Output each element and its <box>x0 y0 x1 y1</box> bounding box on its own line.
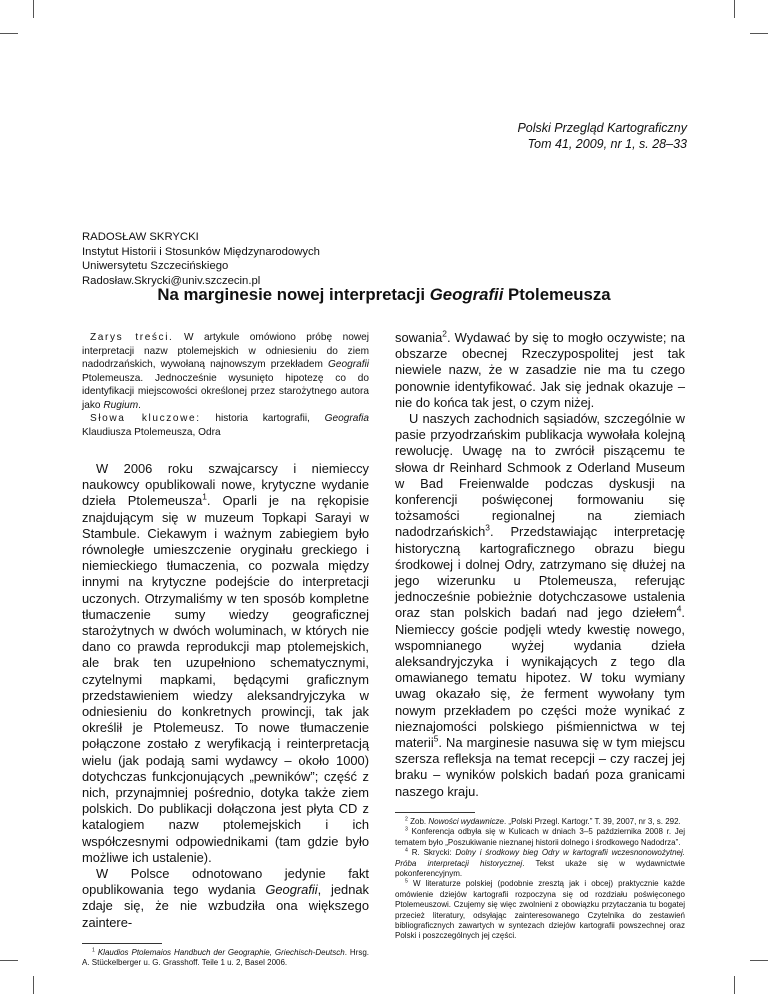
title-text-end: Ptolemeusza <box>503 285 611 304</box>
title-italic: Geografii <box>429 285 504 304</box>
author-email: Radosław.Skrycki@univ.szczecin.pl <box>82 274 261 287</box>
abstract: Zarys treści. W artykule omówiono próbę nowej interpretacji nazw ptolemejskich w odniesieniu do ziem nadodrzańskich, wywołaną najnowszym przekładem Geografii Ptolemeusza. Jednocześnie wysunięto hipotezę co do identyfikacji miejscowości określonej przez starożytnego autora jako Rugium. Słowa kluczowe: historia kartografii, Geografia Klaudiusza Ptolemeusza, Odra <box>82 332 369 438</box>
footnote-ref: 2 <box>442 328 447 339</box>
footnote: $^1$ Klaudios Ptolemaios Handbuch der Geographie, Griechisch-Deutsch. Hrsg. A. Stückelberger u. G. Grasshoff. Teile 1 u. 2, Basel 2006. <box>82 947 369 968</box>
footnote-ref: 3 <box>485 523 490 534</box>
crop-mark <box>0 960 18 961</box>
paragraph: W Polsce odnotowano jedynie fakt opublikowania tego wydania Geografii, jednak zdaje się, że nie wzbudziła ona większego zaintere- <box>82 866 369 930</box>
footnote-rule <box>82 943 162 944</box>
journal-citation: Tom 41, 2009, nr 1, s. 28–33 <box>527 137 687 151</box>
crop-mark <box>33 976 34 994</box>
crop-mark <box>734 0 735 18</box>
journal-header <box>517 120 687 152</box>
footnote: $^5$ W literaturze polskiej (podobnie zresztą jak i obcej) praktycznie każde omówienie dziejów kartografii rozpoczyna się od rozdziału poświęconego Ptolemeuszowi. Czujemy się więc zwolnieni z obowiązku przytaczania tu bogatej przecież literatury, odsyłając zainteresowanego Czytelnika do zestawień bibliograficznych zawartych w syntezach dziejów kartografii powszechnej oraz Polski i poszczególnych jej części. <box>395 878 685 941</box>
footnotes-right <box>395 817 685 942</box>
journal-name: Polski Przegląd Kartograficzny <box>517 121 687 135</box>
paragraph: U naszych zachodnich sąsiadów, szczególnie w pasie przyodrzańskim publikacja wywołała kolejną rewolucję. Uwagę na to zwrócił piszącemu te słowa dr Reinhard Schmook z Oderland Museum w Bad Freienwalde podczas dyskusji na konferencji poświęconej formowaniu się tożsamości regionalnej na ziemiach nadodrzańskich$^3$. Przedstawiając interpretację historyczną kartograficznego obrazu biegu środkowej i dolnej Odry, zatrzymano się dłużej na jego wizerunku u Ptolemeusza, referując jednocześnie pobieżnie dotychczasowe ustalenia oraz stan polskich badań nad jego dziełem$^4$. Niemieccy goście podjęli wtedy kwestię nowego, wspomnianego wyżej wydania dzieła aleksandryjczyka i wynikających z tego dla omawianego tematu hipotez. W toku wymiany uwag okazało się, że ferment wywołany tym nowym przekładem po części może wynikać z nieznajomości polskiego piśmiennictwa w tej materii$^5$. Na marginesie nasuwa się w tym miejscu szersza refleksja na temat recepcji – czy raczej jej braku – wyników polskich badań poza granicami naszego kraju. <box>395 411 685 799</box>
keywords-label: Słowa kluczowe: <box>90 413 201 424</box>
author-block <box>82 230 320 288</box>
body-text-left <box>82 461 369 931</box>
abstract-label: Zarys treści. <box>90 332 174 343</box>
paragraph: W 2006 roku szwajcarscy i niemieccy naukowcy opublikowali nowe, krytyczne wydanie dzieła Ptolemeusza$^1$. Oparli je na rękopisie znajdującym się w muzeum Topkapi Sarayi w Stambule. Ciekawym i ważnym zabiegiem było równoległe umieszczenie oryginału greckiego i niemieckiego tłumaczenia, co pozwala między innymi na krytyczne podejście do interpretacji uczonych. Otrzymaliśmy w ten sposób kompletne tłumaczenie sumy wiedzy geograficznej starożytnych w dwóch woluminach, w których nie dano co prawda reprodukcji map ptolemejskich, ale brak ten uzupełniono schematycznymi, czytelnymi mapkami, będącymi graficznym przedstawieniem wiedzy aleksandryjczyka w odniesieniu do konkretnych prowincji, tak jak określił je Ptolemeusz. To nowe tłumaczenie połączone zostało z weryfikacją i reinterpretacją wielu (jak podają sami wydawcy – około 1000) dotychczas funkcjonujących „pewników”; część z nich, przynajmniej pośrednio, dotyka także ziem polskich. Do publikacji dołączona jest płyta CD z katalogiem nazw ptolemejskich i ich współczesnymi odpowiednikami (tam gdzie było możliwe ich ustalenie). <box>82 461 369 865</box>
footnotes-left <box>82 948 369 969</box>
author-name: RADOSŁAW SKRYCKI <box>82 231 199 243</box>
author-university: Uniwersytetu Szczecińskiego <box>82 260 229 272</box>
footnote-ref: 4 <box>676 604 682 615</box>
left-column <box>82 331 369 969</box>
crop-mark <box>750 960 768 961</box>
footnote-ref: 5 <box>433 733 439 744</box>
crop-mark <box>33 0 34 18</box>
footnote-ref: 1 <box>202 492 207 503</box>
body-text-right <box>395 330 685 800</box>
footnote: $^4$ R. Skrycki: Dolny i środkowy bieg Odry w kartografii wczesnonowożytnej. Próba interpretacji historycznej. Tekst ukaże się w wydawnictwie pokonferencyjnym. <box>395 847 686 878</box>
crop-mark <box>750 33 768 34</box>
paragraph: sowania$^2$. Wydawać by się to mogło oczywiste; na obszarze obecnej Rzeczypospolitej jest tak niewiele nazw, że w zasadzie nie ma tu czego ponownie identyfikować. Jak się jednak okazuje – nie do końca tak jest, o czym niżej. <box>395 328 685 410</box>
footnote: $^2$ Zob. Nowości wydawnicze. „Polski Przegl. Kartogr.” T. 39, 2007, nr 3, s. 292. <box>405 816 681 826</box>
crop-mark <box>734 976 735 994</box>
right-column <box>395 330 685 942</box>
article-title <box>60 285 708 305</box>
footnote-rule <box>395 812 475 813</box>
footnote: $^3$ Konferencja odbyła się w Kulicach w dniach 3–5 października 2008 r. Jej tematem było „Poszukiwanie nieznanej historii dolnego i środkowego Nadodrza”. <box>395 826 685 847</box>
crop-mark <box>0 33 18 34</box>
author-affiliation: Instytut Historii i Stosunków Międzynarodowych <box>82 245 320 258</box>
keywords: Słowa kluczowe: historia kartografii, Geografia Klaudiusza Ptolemeusza, Odra <box>82 413 369 438</box>
title-text: Na marginesie nowej interpretacji <box>157 285 430 304</box>
